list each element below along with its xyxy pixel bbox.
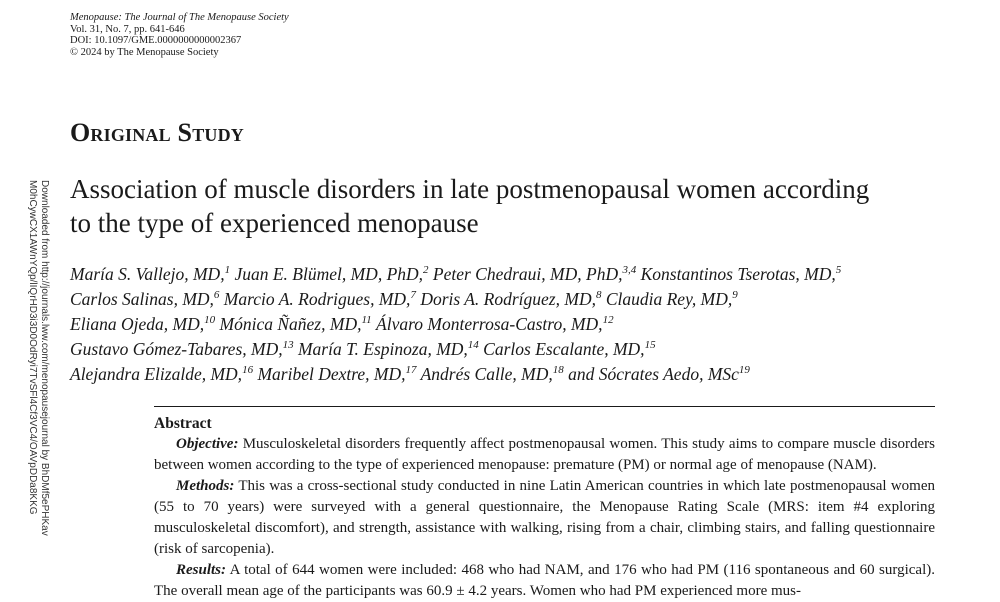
author <box>421 364 564 384</box>
author <box>70 289 219 309</box>
download-watermark <box>26 180 50 536</box>
author-affiliation-number: 6 <box>213 289 220 302</box>
author <box>376 314 614 334</box>
author-name: Mónica Ñañez, MD, <box>219 314 362 334</box>
author <box>606 289 738 309</box>
author <box>70 314 215 334</box>
article-title: Association of muscle disorders in late postmenopausal women according to the type of experienced menopause <box>70 174 870 238</box>
author-affiliation-number: 17 <box>405 364 417 377</box>
author <box>483 339 655 359</box>
author-affiliation-number: 19 <box>738 364 750 377</box>
abstract-results <box>154 560 935 602</box>
author-name: Álvaro Monterrosa-Castro, MD, <box>376 314 603 334</box>
author-name: María T. Espinoza, MD, <box>297 339 468 359</box>
author-affiliation-number: 7 <box>410 289 416 302</box>
author <box>420 289 601 309</box>
author-affiliation-number: 5 <box>835 264 842 277</box>
author-name: Gustavo Gómez-Tabares, MD, <box>70 339 283 359</box>
author-affiliation-number: 16 <box>242 364 254 377</box>
author-name: Juan E. Blümel, MD, PhD, <box>234 264 424 284</box>
author-affiliation-number: 9 <box>732 289 738 302</box>
section-label: Original Study <box>70 118 245 147</box>
author <box>70 364 253 384</box>
author-affiliation-number: 3,4 <box>622 264 637 277</box>
author <box>298 339 479 359</box>
journal-info <box>70 12 289 58</box>
journal-copyright: © 2024 by The Menopause Society <box>70 46 219 58</box>
author-list <box>70 262 970 387</box>
author <box>433 264 636 284</box>
author-name: Konstantinos Tserotas, MD, <box>640 264 836 284</box>
author <box>220 314 372 334</box>
author <box>641 264 842 284</box>
abstract-methods <box>154 476 935 560</box>
results-label: Results: <box>176 562 227 578</box>
author-name: Carlos Salinas, MD, <box>70 289 214 309</box>
journal-volume: Vol. 31, No. 7, pp. 641-646 <box>70 23 185 35</box>
author-affiliation-number: 11 <box>361 314 372 327</box>
author-name: Eliana Ojeda, MD, <box>70 314 205 334</box>
download-watermark-line-1: Downloaded from http://journals.lww.com/menopausejournal by BhDMf5ePHKav <box>39 180 50 536</box>
author <box>70 264 230 284</box>
author-name: Maribel Dextre, MD, <box>257 364 406 384</box>
author-name: Claudia Rey, MD, <box>605 289 733 309</box>
author-affiliation-number: 2 <box>423 264 429 277</box>
author <box>234 264 428 284</box>
objective-text: Musculoskeletal disorders frequently affect postmenopausal women. This study aims to compare muscle disorders between women according to the type of experienced menopause: premature (PM) or normal age of menopause (NAM). <box>154 436 936 473</box>
author <box>568 364 750 384</box>
author-name: Marcio A. Rodrigues, MD, <box>223 289 411 309</box>
author-affiliation-number: 10 <box>204 314 216 327</box>
methods-label: Methods: <box>176 478 235 494</box>
author-affiliation-number: 15 <box>644 339 656 352</box>
author-affiliation-number: 13 <box>282 339 294 352</box>
author-name: and Sócrates Aedo, MSc <box>568 364 739 384</box>
abstract <box>154 406 935 602</box>
author-name: María S. Vallejo, MD, <box>70 264 225 284</box>
author <box>70 339 294 359</box>
download-watermark-line-2: M0hCywCX1AWnYQp/lIQrHD3i3D0OdRyi7TvSFl4Cf3VC4/OAVpDDa8KKG <box>27 180 38 515</box>
author-affiliation-number: 1 <box>224 264 231 277</box>
author-name: Doris A. Rodríguez, MD, <box>420 289 596 309</box>
abstract-heading: Abstract <box>154 415 212 432</box>
author-affiliation-number: 14 <box>467 339 479 352</box>
author-name: Andrés Calle, MD, <box>420 364 553 384</box>
author-name: Alejandra Elizalde, MD, <box>70 364 243 384</box>
author-name: Carlos Escalante, MD, <box>483 339 645 359</box>
author-name: Peter Chedraui, MD, PhD, <box>432 264 623 284</box>
objective-label: Objective: <box>176 436 239 452</box>
methods-text: This was a cross-sectional study conducted in nine Latin American countries in which late postmenopausal women (55 to 70 years) were surveyed with a general questionnaire, the Menopause Rating Scale (MRS: item #4 exploring musculoskeletal discomfort), and strength, assistance with walking, rising from a chair, climbing stairs, and falling questionnaire (risk of sarcopenia). <box>154 478 935 557</box>
author <box>224 289 416 309</box>
journal-name: Menopause: The Journal of The Menopause Society <box>70 12 289 23</box>
author-affiliation-number: 8 <box>595 289 602 302</box>
results-text: A total of 644 women were included: 468 who had NAM, and 176 who had PM (116 spontaneous and 60 surgical). The overall mean age of the participants was 60.9 ± 4.2 years. Women who had PM experienced more mus- <box>154 562 935 599</box>
author-affiliation-number: 12 <box>602 314 614 327</box>
author <box>257 364 416 384</box>
author-affiliation-number: 18 <box>552 364 564 377</box>
abstract-objective <box>154 434 935 476</box>
journal-doi: DOI: 10.1097/GME.0000000000002367 <box>70 35 242 46</box>
